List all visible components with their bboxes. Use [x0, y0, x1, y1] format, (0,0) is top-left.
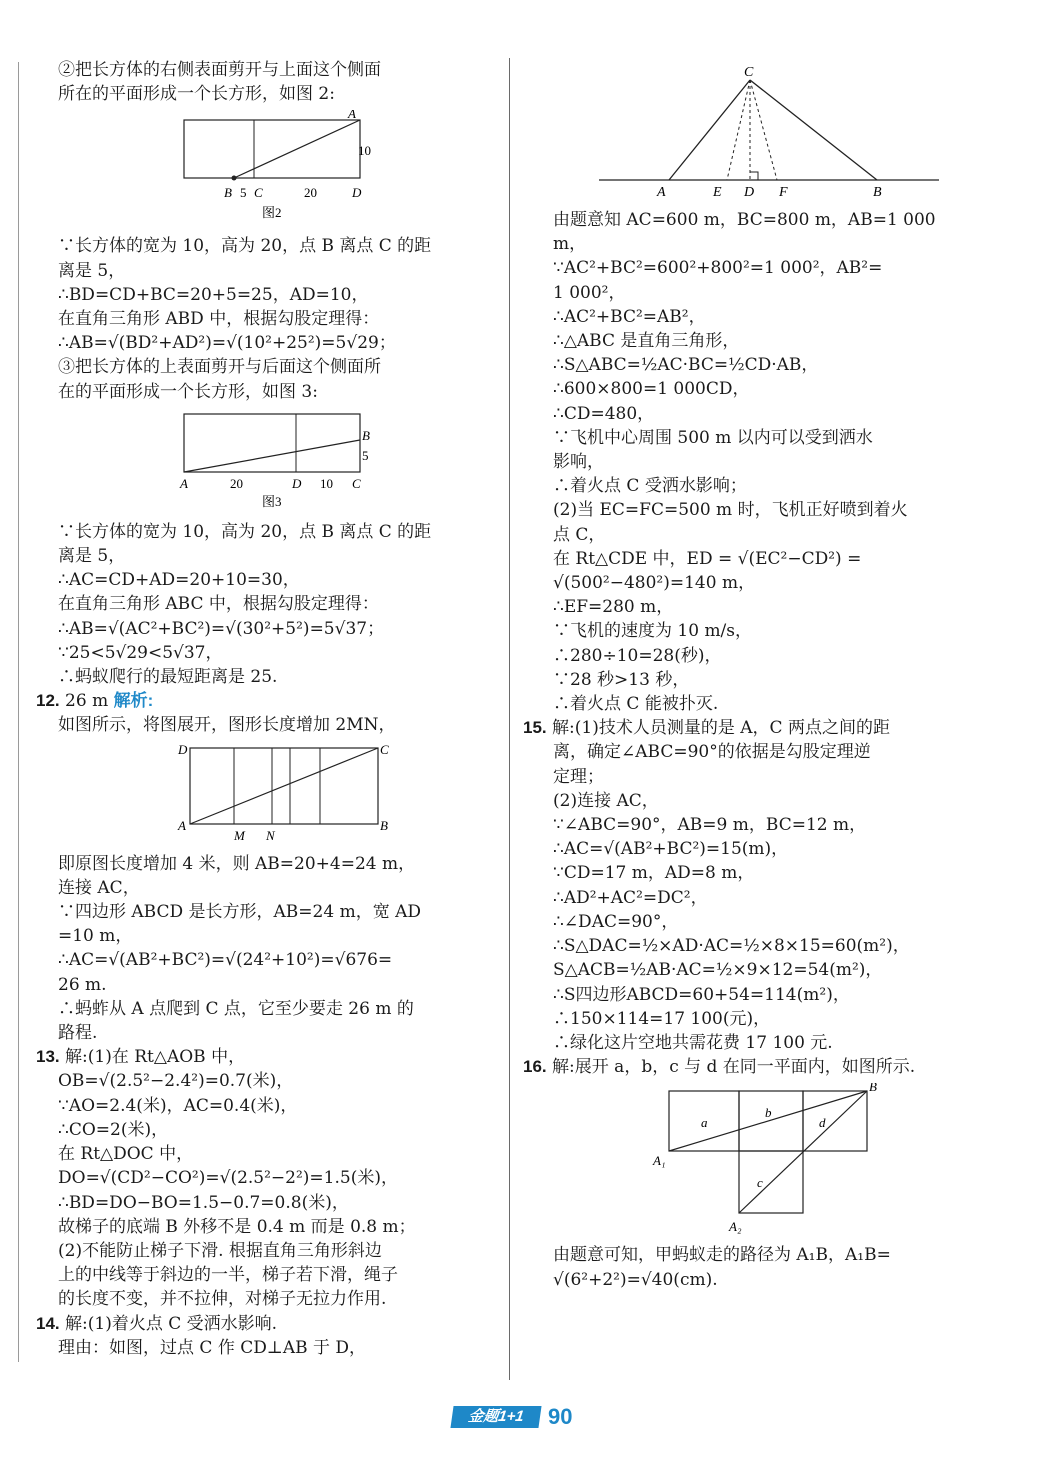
page-footer	[452, 1404, 592, 1430]
solution-head: 解:(1)技术人员测量的是 A，C 两点之间的距	[552, 718, 890, 739]
label-20: 20	[230, 475, 243, 491]
label-b: b	[765, 1105, 772, 1121]
text-line: ∴AC=CD+AD=20+10=30，	[58, 570, 300, 591]
label-A: A	[180, 475, 188, 491]
right-column	[523, 60, 983, 1292]
text-line: ∴∠DAC=90°，	[553, 911, 679, 932]
text-line: ∴CO=2(米)，	[58, 1119, 169, 1140]
label-10: 10	[358, 143, 371, 159]
question-number: 15.	[523, 718, 547, 738]
text-line: ∵飞机中心周围 500 m 以内可以受到洒水	[553, 427, 873, 448]
label-F: F	[779, 185, 788, 200]
text-line: ∴着火点 C 能被扑灭.	[553, 694, 719, 715]
text-line: ∴蚂蚁爬行的最短距离是 25.	[58, 667, 278, 688]
page-number: 90	[548, 1404, 573, 1429]
label-d: d	[819, 1115, 826, 1131]
label-A2: A₂	[729, 1219, 742, 1235]
label-5: 5	[240, 185, 247, 201]
question-12-header	[36, 689, 498, 713]
label-D: D	[292, 475, 302, 491]
left-column	[36, 58, 498, 1360]
solution-head: 解:(1)着火点 C 受洒水影响.	[65, 1313, 278, 1334]
question-number: 14.	[36, 1313, 60, 1333]
text-line: ∴BD=DO−BO=1.5−0.7=0.8(米)，	[58, 1192, 349, 1213]
figure-caption: 图3	[262, 493, 282, 509]
text-line: ∴S△DAC=½×AD·AC=½×8×15=60(m²)，	[553, 936, 910, 957]
text-line: 离，确定∠ABC=90°的依据是勾股定理逆	[553, 742, 871, 763]
text-line: S△ACB=½AB·AC=½×9×12=54(m²)，	[553, 960, 883, 981]
text-line: 故梯子的底端 B 外移不是 0.4 m 而是 0.8 m；	[58, 1216, 416, 1237]
text-line: 路程.	[58, 1023, 98, 1044]
solution-head: 解:展开 a，b，c 与 d 在同一平面内，如图所示.	[552, 1057, 916, 1078]
label-A: A	[657, 185, 666, 200]
label-D: D	[744, 185, 755, 200]
text-line: ∴S四边形ABCD=60+54=114(m²)，	[553, 984, 850, 1005]
label-20: 20	[304, 185, 317, 201]
label-c: c	[757, 1175, 763, 1191]
text-line: 连接 AC，	[58, 877, 140, 898]
text-line: ∴AC=√(AB²+BC²)=√(24²+10²)=√676=	[58, 950, 393, 971]
text-line: ∴600×800=1 000CD，	[553, 379, 750, 400]
label-D: D	[352, 185, 362, 201]
text-line: ∴AD²+AC²=DC²，	[553, 887, 708, 908]
question-16-header	[523, 1055, 983, 1079]
label-B: B	[873, 185, 882, 200]
figure-2-diagram	[58, 110, 498, 226]
text-line: ②把长方体的右侧表面剪开与上面这个侧面	[58, 60, 381, 80]
figure-caption: 图2	[262, 205, 282, 221]
text-line: ∴蚂蚱从 A 点爬到 C 点，它至少要走 26 m 的	[58, 998, 414, 1019]
question-15-header	[523, 716, 983, 740]
label-B: B	[224, 185, 232, 201]
text-line: 定理；	[553, 766, 604, 787]
text-line: 在直角三角形 ABC 中，根据勾股定理得：	[58, 594, 379, 615]
figure-2	[58, 110, 498, 230]
text-line: ∴AC²+BC²=AB²，	[553, 306, 706, 327]
label-5: 5	[362, 447, 369, 463]
text-line: √(500²−480²)=140 m，	[553, 573, 756, 594]
figure-16	[553, 1083, 983, 1239]
label-A: A	[178, 817, 186, 833]
text-line: ∴△ABC 是直角三角形，	[553, 331, 740, 352]
text-line: =10 m，	[58, 926, 133, 947]
question-13-header	[36, 1045, 498, 1069]
text-line: 上的中线等于斜边的一半，梯子若下滑，绳子	[58, 1265, 398, 1286]
text-line: 影响，	[553, 452, 604, 473]
question-number: 16.	[523, 1057, 547, 1077]
text-line: ∴AB=√(AC²+BC²)=√(30²+5²)=5√37；	[58, 618, 385, 639]
label-A: A	[348, 110, 356, 122]
text-line: ∵长方体的宽为 10，高为 20，点 B 离点 C 的距	[58, 236, 432, 257]
figure-12-diagram	[58, 742, 498, 844]
question-14-header	[36, 1312, 498, 1336]
brand-badge: 金题1+1	[450, 1406, 541, 1428]
text-line: (2)连接 AC，	[553, 790, 659, 811]
text-line: 26 m.	[58, 974, 107, 995]
answer: 26 m	[65, 691, 109, 712]
text-line: ∴AC=√(AB²+BC²)=15(m)，	[553, 839, 789, 860]
text-line: ∵25<5√29<5√37，	[58, 642, 223, 663]
label-10: 10	[320, 475, 333, 491]
label-A1: A₁	[653, 1153, 666, 1169]
figure-3	[58, 408, 498, 516]
solution-head: 解:(1)在 Rt△AOB 中，	[65, 1047, 246, 1068]
text-line: √(6²+2²)=√40(cm).	[553, 1269, 718, 1290]
text-line: ∵CD=17 m，AD=8 m，	[553, 863, 755, 884]
label-C: C	[254, 185, 263, 201]
text-line: ∴280÷10=28(秒)，	[553, 645, 722, 666]
label-B: B	[362, 427, 370, 443]
question-number: 12.	[36, 691, 60, 711]
text-line: OB=√(2.5²−2.4²)=0.7(米)，	[58, 1071, 294, 1092]
text-line: 离是 5，	[58, 260, 126, 281]
label-M: M	[234, 827, 245, 843]
label-E: E	[713, 185, 722, 200]
binding-edge-line	[18, 62, 19, 1362]
figure-3-diagram	[58, 408, 498, 512]
label-C: C	[380, 741, 389, 757]
label-a: a	[701, 1115, 708, 1131]
text-line: ∴BD=CD+BC=20+5=25，AD=10，	[58, 284, 369, 305]
text-line: (2)当 EC=FC=500 m 时，飞机正好喷到着火	[553, 500, 908, 521]
text-line: ∵四边形 ABCD 是长方形，AB=24 m，宽 AD	[58, 902, 422, 923]
text-line: 由题意可知，甲蚂蚁走的路径为 A₁B，A₁B=	[553, 1245, 891, 1266]
text-line: 所在的平面形成一个长方形，如图 2:	[58, 84, 335, 105]
figure-14	[553, 60, 983, 204]
text-line: 即原图长度增加 4 米，则 AB=20+4=24 m，	[58, 853, 416, 874]
analysis-tag: 解析:	[113, 691, 154, 711]
text-line: 的长度不变，并不拉伸，对梯子无拉力作用.	[58, 1289, 387, 1310]
text-line: ∵AC²+BC²=600²+800²=1 000²，AB²=	[553, 258, 883, 279]
figure-12	[58, 742, 498, 848]
text-line: ∴绿化这片空地共需花费 17 100 元.	[553, 1032, 833, 1053]
label-B: B	[869, 1083, 877, 1095]
text-line: (2)不能防止梯子下滑. 根据直角三角形斜边	[58, 1240, 382, 1261]
label-C: C	[352, 475, 361, 491]
text-line: m，	[553, 234, 587, 255]
label-N: N	[266, 827, 275, 843]
text-line: DO=√(CD²−CO²)=√(2.5²−2²)=1.5(米)，	[58, 1168, 398, 1189]
question-number: 13.	[36, 1047, 60, 1067]
text-line: 在 Rt△CDE 中，ED = √(EC²−CD²) =	[553, 548, 862, 569]
text-line: 在 Rt△DOC 中，	[58, 1144, 194, 1165]
label-C: C	[744, 65, 754, 80]
text-line: ③把长方体的上表面剪开与后面这个侧面所	[58, 357, 381, 378]
text-line: ∴150×114=17 100(元)，	[553, 1008, 771, 1029]
column-divider	[509, 58, 510, 1380]
text-line: ∵28 秒>13 秒，	[553, 669, 690, 690]
text-line: 在直角三角形 ABD 中，根据勾股定理得：	[58, 309, 380, 330]
label-B: B	[380, 817, 388, 833]
text-line: 在的平面形成一个长方形，如图 3:	[58, 381, 318, 402]
text-line: 离是 5，	[58, 546, 126, 567]
text-line: 理由：如图，过点 C 作 CD⊥AB 于 D，	[58, 1337, 367, 1358]
text-line: 1 000²，	[553, 282, 626, 303]
text-line: 点 C，	[553, 524, 606, 545]
text-line: ∴S△ABC=½AC·BC=½CD·AB，	[553, 355, 819, 376]
text-line: ∴AB=√(BD²+AD²)=√(10²+25²)=5√29；	[58, 333, 396, 354]
text-line: ∴着火点 C 受洒水影响；	[553, 476, 747, 497]
label-D: D	[178, 741, 188, 757]
text-line: ∵长方体的宽为 10，高为 20，点 B 离点 C 的距	[58, 521, 432, 542]
text-line: 由题意知 AC=600 m，BC=800 m，AB=1 000	[553, 210, 936, 230]
text-line: ∴CD=480，	[553, 403, 655, 424]
text-line: ∵∠ABC=90°，AB=9 m，BC=12 m，	[553, 815, 867, 836]
figure-14-diagram	[553, 60, 983, 200]
text-line: ∵飞机的速度为 10 m/s，	[553, 621, 753, 642]
text-line: ∴EF=280 m，	[553, 597, 674, 618]
text-line: ∵AO=2.4(米)，AC=0.4(米)，	[58, 1095, 298, 1116]
text-line: 如图所示，将图展开，图形长度增加 2MN，	[58, 715, 396, 736]
figure-16-diagram	[553, 1083, 983, 1235]
